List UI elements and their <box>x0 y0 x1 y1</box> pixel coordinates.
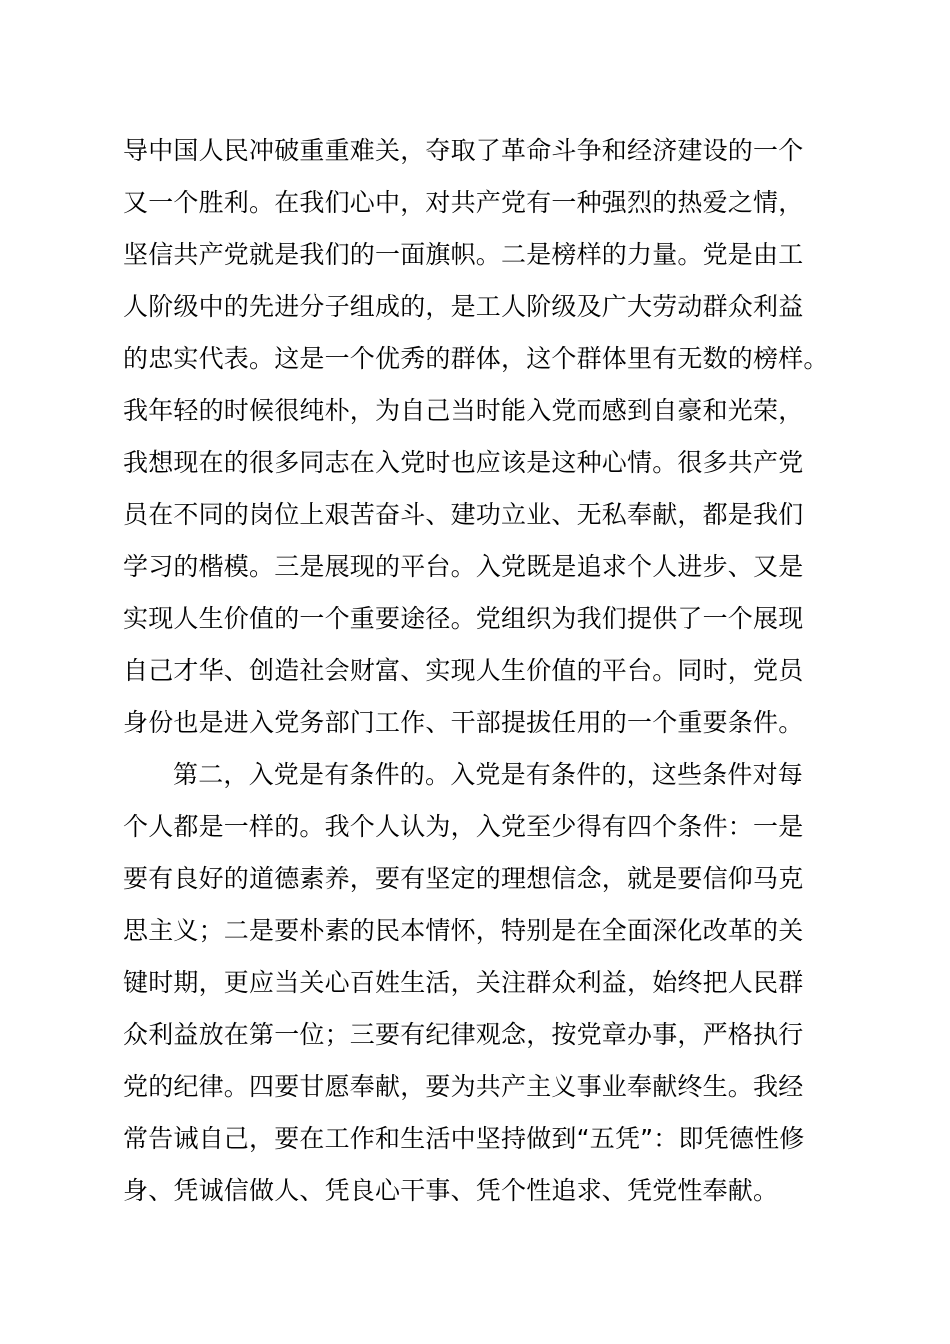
text-line: 常告诫自己，要在工作和生活中坚持做到“五凭”：即凭德性修 <box>123 1124 805 1153</box>
text-line: 坚信共产党就是我们的一面旗帜。二是榜样的力量。党是由工 <box>123 240 804 269</box>
text-line: 实现人生价值的一个重要途径。党组织为我们提供了一个展现 <box>123 604 804 633</box>
text-line: 身、凭诚信做人、凭良心干事、凭个性追求、凭党性奉献。 <box>123 1176 779 1205</box>
text-line: 要有良好的道德素养，要有坚定的理想信念，就是要信仰马克 <box>123 864 804 893</box>
text-line: 个人都是一样的。我个人认为，入党至少得有四个条件：一是 <box>123 812 804 841</box>
text-line: 人阶级中的先进分子组成的，是工人阶级及广大劳动群众利益 <box>123 292 804 321</box>
text-line: 学习的楷模。三是展现的平台。入党既是追求个人进步、又是 <box>123 552 804 581</box>
paragraph-start-line: 第二，入党是有条件的。入党是有条件的，这些条件对每 <box>173 760 804 789</box>
text-line: 的忠实代表。这是一个优秀的群体，这个群体里有无数的榜样。 <box>123 344 829 373</box>
text-line: 众利益放在第一位；三要有纪律观念，按党章办事，严格执行 <box>123 1020 804 1049</box>
text-line: 身份也是进入党务部门工作、干部提拔任用的一个重要条件。 <box>123 708 804 737</box>
text-line: 又一个胜利。在我们心中，对共产党有一种强烈的热爱之情， <box>123 188 804 217</box>
text-line: 思主义；二是要朴素的民本情怀，特别是在全面深化改革的关 <box>123 916 804 945</box>
text-line: 我年轻的时候很纯朴，为自己当时能入党而感到自豪和光荣， <box>123 396 804 425</box>
text-line: 员在不同的岗位上艰苦奋斗、建功立业、无私奉献，都是我们 <box>123 500 804 529</box>
text-line: 自己才华、创造社会财富、实现人生价值的平台。同时，党员 <box>123 656 804 685</box>
text-line: 党的纪律。四要甘愿奉献，要为共产主义事业奉献终生。我经 <box>123 1072 804 1101</box>
text-line: 我想现在的很多同志在入党时也应该是这种心情。很多共产党 <box>123 448 804 477</box>
text-line: 键时期，更应当关心百姓生活，关注群众利益，始终把人民群 <box>123 968 804 997</box>
text-line: 导中国人民冲破重重难关，夺取了革命斗争和经济建设的一个 <box>123 136 804 165</box>
